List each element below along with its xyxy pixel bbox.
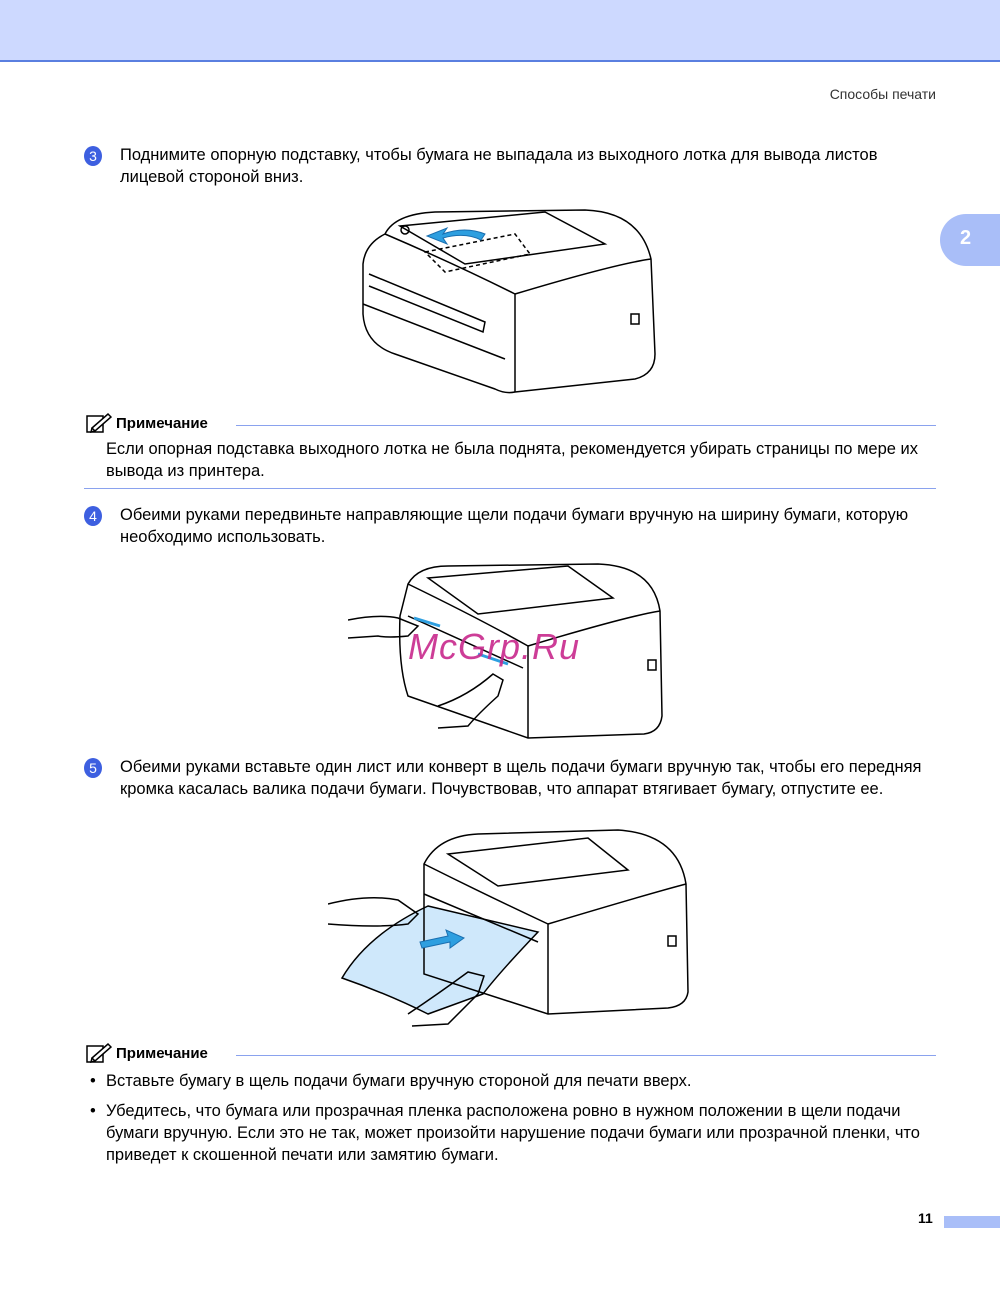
note-pencil-icon bbox=[84, 1042, 112, 1064]
note-body: Если опорная подставка выходного лотка не была поднята, рекомендуется убирать страницы по мере их вывода из принтера. bbox=[106, 440, 918, 480]
step-text: Обеими руками передвиньте направляющие щели подачи бумаги вручную на ширину бумаги, которую необходимо использовать. bbox=[120, 506, 909, 546]
step-number: 4 bbox=[84, 506, 102, 526]
note-2 bbox=[84, 1042, 936, 1174]
top-band bbox=[0, 0, 1000, 62]
watermark: McGrp.Ru bbox=[408, 626, 581, 667]
note-title: Примечание bbox=[116, 415, 208, 432]
note-title: Примечание bbox=[116, 1045, 208, 1062]
bullet-item: • Убедитесь, что бумага или прозрачная пленка расположена ровно в нужном положении в щели подачи бумаги вручную. Если это не так, может произойти нарушение подачи бумаги или прозрачной пленки, что приведет к скошенной печати или замятию бумаги. bbox=[90, 1100, 936, 1166]
printer-lift-support-illustration bbox=[355, 204, 665, 400]
step-number: 3 bbox=[84, 146, 102, 166]
chapter-number: 2 bbox=[960, 227, 972, 249]
note-pencil-icon bbox=[84, 412, 112, 434]
step-text: Обеими руками вставьте один лист или конверт в щель подачи бумаги вручную так, чтобы его передняя кромка касалась валика подачи бумаги. Почувствовав, что аппарат втягивает бумагу, отпустите ее. bbox=[120, 758, 922, 798]
note-1 bbox=[84, 412, 936, 482]
step-number: 5 bbox=[84, 758, 102, 778]
note-rule bbox=[236, 425, 936, 426]
note-rule bbox=[236, 1055, 936, 1056]
step-3 bbox=[84, 144, 944, 188]
note-bullets bbox=[90, 1070, 936, 1166]
step-5 bbox=[84, 756, 944, 800]
page-number: 11 bbox=[918, 1210, 933, 1226]
step-4 bbox=[84, 504, 944, 548]
section-title: Способы печати bbox=[829, 86, 936, 102]
step-text: Поднимите опорную подставку, чтобы бумага не выпадала из выходного лотка для вывода листов лицевой стороной вниз. bbox=[120, 146, 878, 186]
note-bottom-rule bbox=[84, 488, 936, 489]
chapter-tab bbox=[940, 214, 1000, 266]
printer-insert-paper-illustration bbox=[328, 824, 692, 1030]
bullet-item: • Вставьте бумагу в щель подачи бумаги вручную стороной для печати вверх. bbox=[90, 1070, 936, 1092]
page-number-bar bbox=[944, 1216, 1000, 1228]
